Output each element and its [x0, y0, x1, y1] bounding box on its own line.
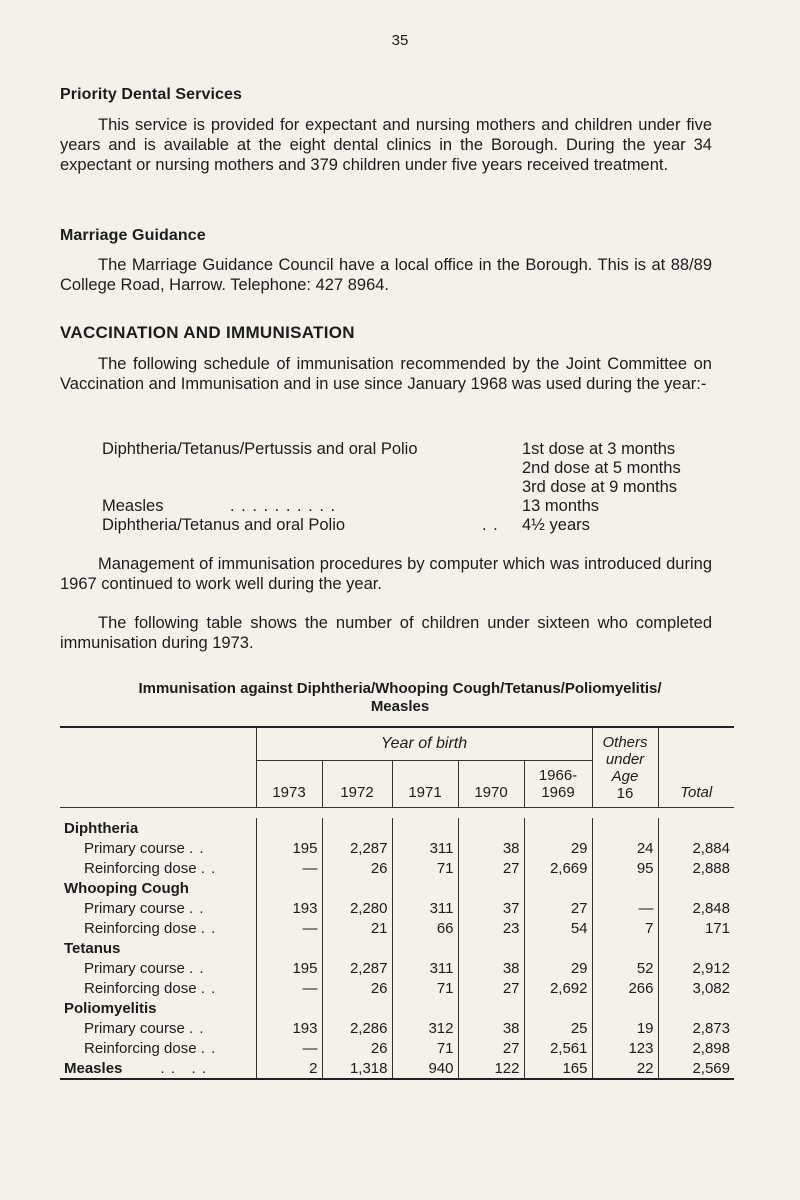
table-cell: 27 — [458, 858, 524, 878]
section-heading: Poliomyelitis — [64, 999, 157, 1017]
dental-heading: Priority Dental Services — [60, 86, 243, 103]
table-cell: 26 — [322, 978, 392, 998]
table-row — [60, 958, 734, 978]
row-label: Measles . . . . — [60, 1058, 256, 1079]
dental-paragraph: This service is provided for expectant and nursing mothers and children under five years and is available at the eight dental clinics in the Borough. During the year 34 expectant or nursing mothers and 379 children under five years received treatment. — [60, 116, 712, 174]
schedule-value: 2nd dose at 5 months — [522, 459, 681, 477]
schedule-label: Diphtheria/Tetanus/Pertussis and oral Polio — [102, 440, 418, 458]
table-cell: 2,692 — [524, 978, 592, 998]
management-paragraph: Management of immunisation procedures by computer which was introduced during 1967 continued to work well during the year. — [60, 555, 712, 593]
immunisation-schedule — [102, 440, 722, 535]
table-cell: — — [256, 978, 322, 998]
year-of-birth-header: Year of birth — [256, 727, 592, 761]
table-cell: 71 — [392, 858, 458, 878]
table-cell: 29 — [524, 958, 592, 978]
table-cell: 165 — [524, 1058, 592, 1079]
col-header-1971: 1971 — [392, 761, 458, 808]
table-cell: 38 — [458, 958, 524, 978]
table-row — [60, 918, 734, 938]
schedule-value: 1st dose at 3 months — [522, 440, 676, 458]
table-row — [60, 1058, 734, 1079]
table-cell: 123 — [592, 1038, 658, 1058]
marriage-heading: Marriage Guidance — [60, 227, 206, 244]
table-cell: 19 — [592, 1018, 658, 1038]
table-row — [60, 838, 734, 858]
table-cell: 311 — [392, 898, 458, 918]
table-body — [60, 808, 734, 1080]
schedule-label: Measles — [102, 497, 164, 515]
table-cell: 54 — [524, 918, 592, 938]
table-cell: 2,898 — [658, 1038, 734, 1058]
vaccination-intro: The following schedule of immunisation recommended by the Joint Committee on Vaccination and Immunisation and in use since January 1968 was used during the year:- — [60, 355, 712, 393]
table-cell: 52 — [592, 958, 658, 978]
table-title-line: Immunisation against Diphtheria/Whooping Cough/Tetanus/Poliomyelitis/ — [138, 680, 662, 697]
schedule-row — [102, 459, 722, 478]
table-cell: 71 — [392, 978, 458, 998]
table-cell: 311 — [392, 838, 458, 858]
table-cell: 171 — [658, 918, 734, 938]
table-cell: 2,669 — [524, 858, 592, 878]
table-cell: 95 — [592, 858, 658, 878]
row-label: Reinforcing dose . . — [84, 1039, 217, 1057]
table-cell: 2,873 — [658, 1018, 734, 1038]
table-cell: 21 — [322, 918, 392, 938]
table-cell: 2 — [256, 1058, 322, 1079]
table-cell: 26 — [322, 858, 392, 878]
table-cell: 311 — [392, 958, 458, 978]
table-cell: — — [256, 918, 322, 938]
table-cell: 66 — [392, 918, 458, 938]
table-cell: 266 — [592, 978, 658, 998]
schedule-value: 4½ years — [522, 516, 590, 534]
table-cell: 23 — [458, 918, 524, 938]
table-cell: 122 — [458, 1058, 524, 1079]
table-title-line: Measles — [370, 698, 430, 715]
table-cell: 26 — [322, 1038, 392, 1058]
marriage-paragraph: The Marriage Guidance Council have a local office in the Borough. This is at 88/89 College Road, Harrow. Telephone: 427 8964. — [60, 256, 712, 294]
schedule-row — [102, 497, 722, 516]
table-cell: 2,569 — [658, 1058, 734, 1079]
table-cell: 195 — [256, 838, 322, 858]
vaccination-heading: VACCINATION AND IMMUNISATION — [60, 323, 355, 342]
table-cell: 2,888 — [658, 858, 734, 878]
page-number: 35 — [391, 32, 409, 49]
section-heading: Diphtheria — [64, 819, 139, 837]
table-cell: — — [256, 858, 322, 878]
schedule-value: 3rd dose at 9 months — [522, 478, 678, 496]
table-row — [60, 1018, 734, 1038]
table-cell: 2,280 — [322, 898, 392, 918]
col-header-1972: 1972 — [322, 761, 392, 808]
schedule-row — [102, 440, 722, 459]
table-cell: 2,561 — [524, 1038, 592, 1058]
table-cell: 312 — [392, 1018, 458, 1038]
table-cell: 38 — [458, 838, 524, 858]
table-cell: 7 — [592, 918, 658, 938]
others-header: Others under Age 16 — [592, 727, 658, 808]
table-cell: 2,884 — [658, 838, 734, 858]
table-row — [60, 978, 734, 998]
row-label: Primary course . . — [84, 959, 205, 977]
row-label: Primary course . . — [84, 839, 205, 857]
table-cell: 940 — [392, 1058, 458, 1079]
table-cell: 22 — [592, 1058, 658, 1079]
table-cell: 27 — [458, 978, 524, 998]
table-cell: — — [256, 1038, 322, 1058]
table-title — [60, 680, 740, 716]
table-cell: — — [592, 898, 658, 918]
table-cell: 25 — [524, 1018, 592, 1038]
table-cell: 2,912 — [658, 958, 734, 978]
table-cell: 37 — [458, 898, 524, 918]
section-heading: Tetanus — [64, 939, 121, 957]
leader-dots: . . . . . . . . . . — [230, 497, 337, 515]
total-header: Total — [658, 727, 734, 808]
row-label: Primary course . . — [84, 1019, 205, 1037]
table-cell: 71 — [392, 1038, 458, 1058]
schedule-label: Diphtheria/Tetanus and oral Polio — [102, 516, 346, 534]
blank-header — [60, 727, 256, 808]
table-intro-paragraph: The following table shows the number of children under sixteen who completed immunisation during 1973. — [60, 614, 712, 652]
col-header-1973: 1973 — [256, 761, 322, 808]
table-cell: 193 — [256, 1018, 322, 1038]
table-cell: 3,082 — [658, 978, 734, 998]
table-cell: 193 — [256, 898, 322, 918]
table-cell: 1,318 — [322, 1058, 392, 1079]
row-label: Reinforcing dose . . — [84, 919, 217, 937]
schedule-row — [102, 516, 722, 535]
table-row — [60, 858, 734, 878]
col-header-1966-1969: 1966- 1969 — [524, 761, 592, 808]
table-row — [60, 898, 734, 918]
row-label: Reinforcing dose . . — [84, 859, 217, 877]
table-row — [60, 1038, 734, 1058]
table-cell: 2,286 — [322, 1018, 392, 1038]
row-label: Primary course . . — [84, 899, 205, 917]
table-cell: 2,287 — [322, 958, 392, 978]
table-cell: 24 — [592, 838, 658, 858]
table-cell: 38 — [458, 1018, 524, 1038]
table-cell: 27 — [458, 1038, 524, 1058]
leader-dots: . . — [482, 516, 499, 534]
table-cell: 195 — [256, 958, 322, 978]
schedule-value: 13 months — [522, 497, 600, 515]
immunisation-table — [60, 726, 734, 1080]
col-header-1970: 1970 — [458, 761, 524, 808]
section-heading: Whooping Cough — [64, 879, 189, 897]
schedule-row — [102, 478, 722, 497]
table-cell: 2,287 — [322, 838, 392, 858]
table-cell: 27 — [524, 898, 592, 918]
row-label: Reinforcing dose . . — [84, 979, 217, 997]
table-cell: 29 — [524, 838, 592, 858]
table-cell: 2,848 — [658, 898, 734, 918]
